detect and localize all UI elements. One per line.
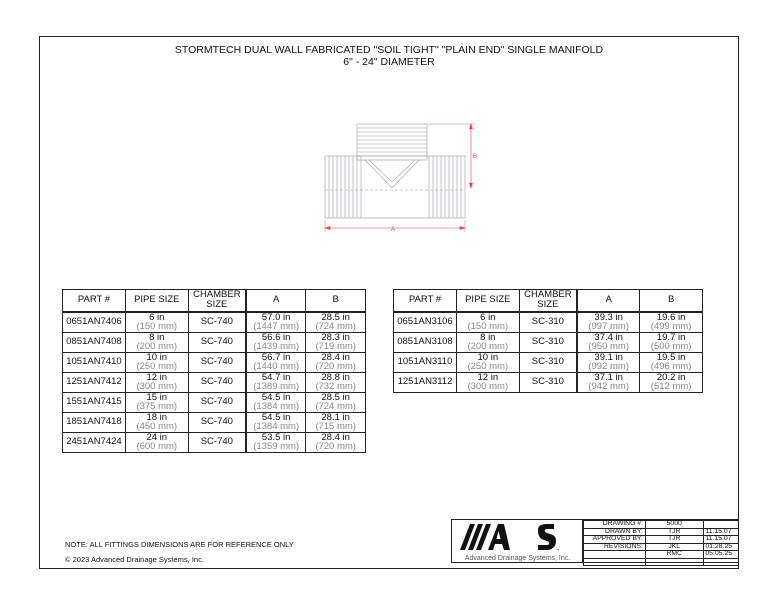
pipe-in-value: 15 in <box>146 391 168 403</box>
dimension-a-cell <box>246 432 306 452</box>
pipe-mm-value: (450 mm) <box>136 421 178 432</box>
table-row <box>63 412 366 432</box>
a-in-value: 53.5 in <box>261 431 291 443</box>
chamber-size-cell <box>519 312 577 333</box>
dimension-b-cell <box>306 352 366 372</box>
b-in-value: 19.5 in <box>656 351 686 363</box>
title-block-date: 11.15.07 <box>703 536 739 544</box>
title-block-value <box>645 558 703 565</box>
chamber-size-cell <box>188 432 246 452</box>
part-number-cell <box>63 312 126 333</box>
a-mm-value: (997 mm) <box>588 321 629 332</box>
table-row <box>63 372 366 392</box>
b-in-value: 28.4 in <box>321 351 350 363</box>
table-row <box>394 312 703 333</box>
pipe-size-cell <box>125 392 188 412</box>
chamber-size-cell <box>188 412 246 432</box>
a-in-value: 54.5 in <box>261 411 291 423</box>
dimension-b-cell <box>640 372 703 392</box>
pipe-size-cell <box>125 432 188 452</box>
part-number-cell <box>394 372 457 392</box>
manifold-drawing <box>315 118 485 236</box>
company-name: Advanced Drainage Systems, Inc. <box>464 555 571 562</box>
a-in-value: 54.5 in <box>261 391 291 403</box>
part-number-cell <box>63 392 126 412</box>
dimension-a-cell <box>246 332 306 352</box>
dimension-a-cell <box>246 392 306 412</box>
b-in-value: 20.2 in <box>656 371 686 383</box>
b-mm-value: (499 mm) <box>650 321 692 332</box>
pipe-mm-value: (150 mm) <box>467 321 509 332</box>
pipe-mm-value: (300 mm) <box>467 381 509 392</box>
header-chamber-size: CHAMBER SIZE <box>188 290 246 312</box>
pipe-in-value: 8 in <box>480 331 496 343</box>
table-row <box>63 332 366 352</box>
part-number-cell <box>63 332 126 352</box>
header-part: PART # <box>394 290 457 312</box>
part-number-cell <box>394 332 457 352</box>
a-mm-value: (1384 mm) <box>253 401 300 412</box>
dimension-a-cell <box>577 372 640 392</box>
pipe-size-cell <box>456 352 519 372</box>
title-block-label: DRAWING #: <box>584 521 646 529</box>
a-in-value: 56.6 in <box>261 331 291 343</box>
title-block-value: 5000 <box>645 521 703 529</box>
b-mm-value: (512 mm) <box>650 381 692 392</box>
b-mm-value: (724 mm) <box>315 401 356 412</box>
pipe-in-value: 12 in <box>146 371 168 383</box>
pipe-in-value: 12 in <box>477 371 499 383</box>
pipe-in-value: 18 in <box>146 411 168 423</box>
a-mm-value: (1447 mm) <box>253 321 300 332</box>
chamber-value: SC-740 <box>200 336 233 348</box>
title-block-value: TJR <box>645 528 703 536</box>
dimension-a-cell <box>246 352 306 372</box>
part-value: 0651AN3106 <box>397 316 453 328</box>
title-block-date <box>703 558 739 565</box>
a-mm-value: (1384 mm) <box>253 421 300 432</box>
header-b: B <box>640 290 703 312</box>
part-value: 0651AN7406 <box>66 316 122 328</box>
pipe-size-cell <box>125 332 188 352</box>
title-block-label <box>584 558 646 565</box>
chamber-value: SC-740 <box>200 396 233 408</box>
b-mm-value: (720 mm) <box>315 441 356 452</box>
b-in-value: 28.1 in <box>321 411 350 423</box>
a-in-value: 37.1 in <box>594 371 623 383</box>
b-mm-value: (500 mm) <box>650 341 692 352</box>
pipe-in-value: 6 in <box>480 311 496 323</box>
part-value: 2451AN7424 <box>66 436 122 448</box>
dimension-a-cell <box>246 412 306 432</box>
a-mm-value: (1440 mm) <box>253 361 300 372</box>
copyright-note: © 2023 Advanced Drainage Systems, Inc. <box>65 555 204 564</box>
part-value: 1051AN7410 <box>66 356 122 368</box>
sc310-rows <box>394 312 703 393</box>
chamber-value: SC-740 <box>200 356 233 368</box>
title-block-date: 11.15.07 <box>703 528 739 536</box>
chamber-value: SC-310 <box>531 376 564 388</box>
part-number-cell <box>394 312 457 333</box>
chamber-size-cell <box>188 352 246 372</box>
part-number-cell <box>63 412 126 432</box>
chamber-size-cell <box>188 332 246 352</box>
trademark-mark: ™ <box>556 548 559 552</box>
pipe-in-value: 10 in <box>477 351 499 363</box>
b-in-value: 28.4 in <box>321 431 350 443</box>
table-header-row <box>394 290 703 312</box>
title-block <box>451 519 739 563</box>
a-mm-value: (992 mm) <box>588 361 629 372</box>
title-block-row <box>584 558 740 565</box>
table-row <box>63 432 366 452</box>
dimension-b-label: B <box>473 154 478 160</box>
title-block-value: RMC <box>645 551 703 559</box>
pipe-size-cell <box>456 312 519 333</box>
a-mm-value: (950 mm) <box>588 341 629 352</box>
title-block-row <box>584 536 740 544</box>
table-row <box>63 352 366 372</box>
sc310-dimension-table <box>393 289 703 393</box>
ads-logo-mark <box>452 520 583 556</box>
dimension-b-cell <box>640 332 703 352</box>
pipe-size-cell <box>125 352 188 372</box>
title-block-date <box>703 521 739 529</box>
ads-logo <box>452 520 583 563</box>
part-value: 1251AN7412 <box>66 376 122 388</box>
chamber-size-cell <box>519 372 577 392</box>
b-mm-value: (719 mm) <box>315 341 356 352</box>
pipe-in-value: 10 in <box>146 351 168 363</box>
a-mm-value: (1439 mm) <box>253 341 300 352</box>
header-pipe-size: PIPE SIZE <box>125 290 188 312</box>
a-in-value: 57.0 in <box>261 311 291 323</box>
header-a: A <box>577 290 640 312</box>
pipe-size-cell <box>125 372 188 392</box>
chamber-value: SC-740 <box>200 416 233 428</box>
title-block-value: JKL <box>645 543 703 551</box>
part-value: 1251AN3112 <box>397 376 453 388</box>
b-mm-value: (720 mm) <box>315 361 356 372</box>
dimension-b-cell <box>640 352 703 372</box>
chamber-size-cell <box>188 312 246 333</box>
pipe-size-cell <box>125 312 188 333</box>
part-value: 0851AN3108 <box>397 336 453 348</box>
title-block-label: DRAWN BY: <box>584 528 646 536</box>
pipe-mm-value: (375 mm) <box>136 401 178 412</box>
chamber-value: SC-310 <box>531 336 564 348</box>
title-block-label: REVISIONS: <box>584 543 646 551</box>
dimension-a-cell <box>246 312 306 333</box>
dimension-b-cell <box>306 312 366 333</box>
title-line-1: STORMTECH DUAL WALL FABRICATED "SOIL TIGHT" "PLAIN END" SINGLE MANIFOLD <box>174 44 604 56</box>
title-block-rows <box>584 521 740 566</box>
table-row <box>63 392 366 412</box>
pipe-size-cell <box>456 372 519 392</box>
title-line-2: 6" - 24" DIAMETER <box>343 56 435 68</box>
dimension-b-cell <box>306 332 366 352</box>
manifold-outline <box>325 124 465 218</box>
pipe-size-cell <box>456 332 519 352</box>
sc740-rows <box>63 312 366 453</box>
pipe-size-cell <box>125 412 188 432</box>
chamber-size-cell <box>519 352 577 372</box>
part-value: 1051AN3110 <box>397 356 453 368</box>
table-row <box>394 352 703 372</box>
header-b: B <box>306 290 366 312</box>
b-in-value: 19.7 in <box>656 331 686 343</box>
pipe-mm-value: (600 mm) <box>136 441 178 452</box>
drawing-title <box>39 44 739 68</box>
reference-note: NOTE: ALL FITTINGS DIMENSIONS ARE FOR REFERENCE ONLY <box>65 540 294 549</box>
a-in-value: 37.4 in <box>594 331 623 343</box>
title-block-row <box>584 551 740 559</box>
pipe-in-value: 24 in <box>146 431 168 443</box>
a-in-value: 54.7 in <box>261 371 291 383</box>
chamber-value: SC-740 <box>200 316 233 328</box>
dimension-a-cell <box>577 352 640 372</box>
chamber-size-cell <box>519 332 577 352</box>
pipe-in-value: 6 in <box>149 311 165 323</box>
pipe-mm-value: (250 mm) <box>467 361 509 372</box>
chamber-size-cell <box>188 392 246 412</box>
b-in-value: 19.6 in <box>656 311 686 323</box>
title-block-date: 05.05.25 <box>703 551 739 559</box>
title-block-grid <box>583 520 739 566</box>
a-in-value: 39.1 in <box>594 351 623 363</box>
chamber-value: SC-310 <box>531 316 564 328</box>
a-mm-value: (1389 mm) <box>253 381 300 392</box>
b-in-value: 28.3 in <box>321 331 350 343</box>
a-mm-value: (1359 mm) <box>253 441 300 452</box>
table-row <box>63 312 366 333</box>
b-mm-value: (715 mm) <box>315 421 356 432</box>
header-part: PART # <box>63 290 126 312</box>
pipe-in-value: 8 in <box>149 331 165 343</box>
b-in-value: 28.8 in <box>321 371 350 383</box>
pipe-mm-value: (250 mm) <box>136 361 178 372</box>
part-number-cell <box>63 372 126 392</box>
dimension-a-label: A <box>391 227 396 233</box>
dimension-a-cell <box>246 372 306 392</box>
part-value: 1551AN7415 <box>66 396 122 408</box>
part-number-cell <box>394 352 457 372</box>
a-mm-value: (942 mm) <box>588 381 629 392</box>
dimension-a-cell <box>577 312 640 333</box>
b-mm-value: (732 mm) <box>315 381 356 392</box>
dimension-a-cell <box>577 332 640 352</box>
a-in-value: 39.3 in <box>594 311 623 323</box>
dimension-b-cell <box>306 392 366 412</box>
table-header-row <box>63 290 366 312</box>
header-pipe-size: PIPE SIZE <box>456 290 519 312</box>
title-block-row <box>584 521 740 529</box>
chamber-size-cell <box>188 372 246 392</box>
b-mm-value: (496 mm) <box>650 361 692 372</box>
title-block-value: TJR <box>645 536 703 544</box>
dimension-b-cell <box>306 412 366 432</box>
pipe-mm-value: (300 mm) <box>136 381 178 392</box>
header-a: A <box>246 290 306 312</box>
chamber-value: SC-740 <box>200 436 233 448</box>
part-value: 1851AN7418 <box>66 416 122 428</box>
part-value: 0851AN7408 <box>66 336 122 348</box>
part-number-cell <box>63 432 126 452</box>
pipe-mm-value: (200 mm) <box>136 341 178 352</box>
table-row <box>394 332 703 352</box>
pipe-mm-value: (200 mm) <box>467 341 509 352</box>
dimension-b-cell <box>306 432 366 452</box>
a-in-value: 56.7 in <box>261 351 291 363</box>
b-mm-value: (724 mm) <box>315 321 356 332</box>
title-block-date: 01.28.25 <box>703 543 739 551</box>
title-block-label <box>584 551 646 559</box>
dimension-b-cell <box>640 312 703 333</box>
pipe-mm-value: (150 mm) <box>136 321 178 332</box>
title-block-label: APPROVED BY: <box>584 536 646 544</box>
sc740-dimension-table <box>62 289 366 453</box>
header-chamber-size: CHAMBER SIZE <box>519 290 577 312</box>
part-number-cell <box>63 352 126 372</box>
table-row <box>394 372 703 392</box>
dimension-b-cell <box>306 372 366 392</box>
b-in-value: 28.5 in <box>321 311 350 323</box>
chamber-value: SC-740 <box>200 376 233 388</box>
chamber-value: SC-310 <box>531 356 564 368</box>
b-in-value: 28.5 in <box>321 391 350 403</box>
